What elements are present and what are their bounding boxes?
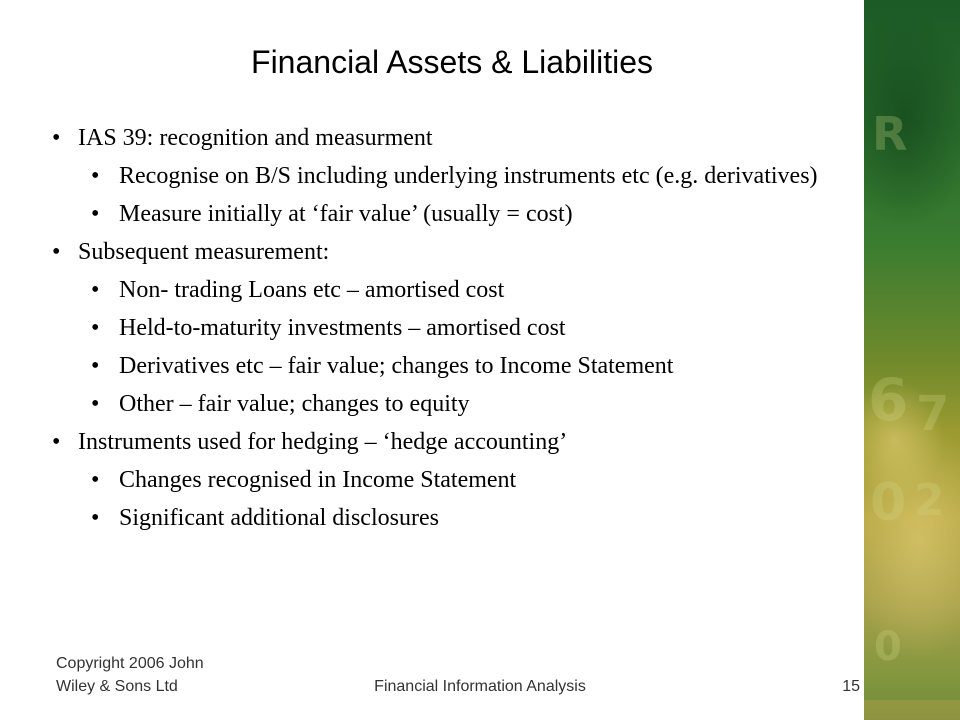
- bullet-text: IAS 39: recognition and measurment: [78, 125, 433, 151]
- sub-bullet-item: [52, 164, 852, 188]
- bullet-marker: •: [52, 125, 61, 151]
- bullet-marker: •: [91, 505, 100, 531]
- sub-bullet-item: [52, 278, 852, 302]
- bullet-text: Significant additional disclosures: [119, 505, 439, 531]
- bullet-text: Measure initially at ‘fair value’ (usually = cost): [119, 201, 573, 227]
- svg-text:R: R: [872, 107, 908, 161]
- bullet-marker: •: [91, 353, 100, 379]
- side-band-texture: [864, 0, 960, 720]
- decorative-side-band: [864, 0, 960, 720]
- bullet-marker: •: [91, 201, 100, 227]
- bullet-text: Recognise on B/S including underlying instruments etc (e.g. derivatives): [119, 163, 818, 189]
- bullet-item: [52, 126, 852, 150]
- bullet-text: Derivatives etc – fair value; changes to Income Statement: [119, 353, 674, 379]
- bullet-marker: •: [91, 163, 100, 189]
- bullet-item: [52, 430, 852, 454]
- bullet-marker: •: [91, 277, 100, 303]
- svg-text:2: 2: [914, 475, 945, 526]
- bullet-marker: •: [91, 391, 100, 417]
- svg-text:6: 6: [868, 366, 909, 434]
- sub-bullet-item: [52, 316, 852, 340]
- svg-text:0: 0: [870, 473, 907, 533]
- slide-number: 15: [842, 678, 860, 695]
- sub-bullet-item: [52, 392, 852, 416]
- bullet-text: Changes recognised in Income Statement: [119, 467, 517, 493]
- sub-bullet-item: [52, 506, 852, 530]
- bullet-marker: •: [91, 467, 100, 493]
- bullet-text: Instruments used for hedging – ‘hedge accounting’: [78, 429, 568, 455]
- sub-bullet-item: [52, 202, 852, 226]
- svg-text:0: 0: [874, 624, 902, 670]
- bullet-marker: •: [91, 315, 100, 341]
- footer-copyright: Copyright 2006 John Wiley & Sons Ltd: [56, 655, 204, 695]
- sub-bullet-item: [52, 468, 852, 492]
- bullet-text: Non- trading Loans etc – amortised cost: [119, 277, 505, 303]
- bullet-item: [52, 240, 852, 264]
- svg-text:7: 7: [916, 386, 950, 442]
- bullet-text: Held-to-maturity investments – amortised cost: [119, 315, 566, 341]
- sub-bullet-item: [52, 354, 852, 378]
- bullet-marker: •: [52, 429, 61, 455]
- bullet-marker: •: [52, 239, 61, 265]
- bullet-list: [52, 126, 852, 544]
- bullet-text: Subsequent measurement:: [78, 239, 330, 265]
- bullet-text: Other – fair value; changes to equity: [119, 391, 470, 417]
- footer-course-title: Financial Information Analysis: [374, 678, 586, 695]
- slide-title: Financial Assets & Liabilities: [251, 44, 653, 80]
